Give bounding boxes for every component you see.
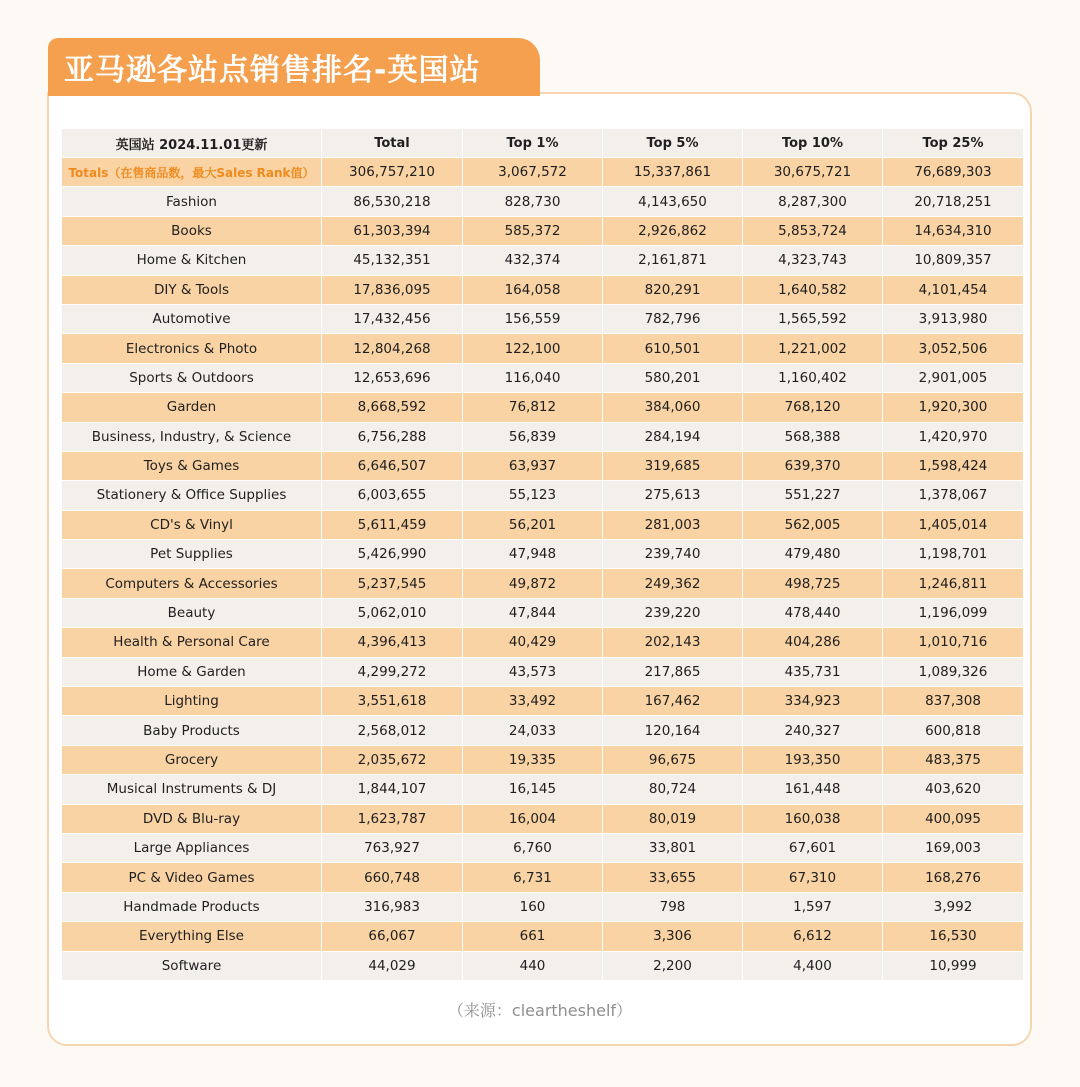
top-10-cell: 4,400	[743, 952, 883, 980]
top-25-cell: 1,920,300	[918, 399, 988, 416]
top-5-cell: 275,613	[603, 481, 743, 509]
top-1-cell: 585,372	[463, 217, 603, 245]
top-5-cell: 33,801	[603, 834, 743, 862]
table-row	[62, 393, 1023, 421]
top-1-cell: 661	[463, 922, 603, 950]
total-cell: 17,432,456	[322, 305, 463, 333]
category-cell: Home & Garden	[62, 658, 322, 686]
category-cell: Home & Kitchen	[62, 246, 322, 274]
header-top-1: Top 1%	[463, 129, 603, 157]
top-25-cell: 10,809,357	[914, 252, 992, 269]
top-5-cell: 3,306	[603, 922, 743, 950]
table-row	[62, 334, 1023, 362]
table-row	[62, 687, 1023, 715]
source-note: （来源：cleartheshelf）	[447, 1001, 633, 1020]
top-1-cell: 440	[463, 952, 603, 980]
table-row	[62, 511, 1023, 539]
category-cell: Business, Industry, & Science	[62, 423, 322, 451]
top-10-cell: 67,310	[743, 863, 883, 891]
total-cell: 2,035,672	[322, 746, 463, 774]
table-row	[62, 569, 1023, 597]
total-cell: 12,653,696	[322, 364, 463, 392]
total-cell: 306,757,210	[322, 158, 463, 186]
total-cell: 8,668,592	[322, 393, 463, 421]
total-cell: 12,804,268	[322, 334, 463, 362]
top-25-cell: 10,999	[929, 957, 977, 974]
top-25-cell: 168,276	[925, 869, 981, 886]
top-1-cell: 16,004	[463, 805, 603, 833]
top-5-cell: 33,655	[603, 863, 743, 891]
top-5-cell: 2,200	[603, 952, 743, 980]
top-5-cell: 820,291	[603, 276, 743, 304]
top-1-cell: 116,040	[463, 364, 603, 392]
header-site-date: 英国站 2024.11.01更新	[62, 129, 322, 157]
top-10-cell: 6,612	[743, 922, 883, 950]
top-10-cell: 4,323,743	[743, 246, 883, 274]
table-row	[62, 775, 1023, 803]
page-title: 亚马逊各站点销售排名-英国站	[64, 53, 481, 88]
top-5-cell: 319,685	[603, 452, 743, 480]
table-body	[62, 158, 1023, 980]
top-5-cell: 80,019	[603, 805, 743, 833]
top-25-cell: 1,198,701	[918, 546, 988, 563]
top-5-cell: 202,143	[603, 628, 743, 656]
top-25-cell: 76,689,303	[914, 164, 992, 181]
top-25-cell: 1,010,716	[918, 634, 988, 651]
top-10-cell: 1,565,592	[743, 305, 883, 333]
top-10-cell: 160,038	[743, 805, 883, 833]
category-cell: Grocery	[62, 746, 322, 774]
top-5-cell: 80,724	[603, 775, 743, 803]
top-10-cell: 30,675,721	[743, 158, 883, 186]
category-cell: Pet Supplies	[62, 540, 322, 568]
table-row	[62, 746, 1023, 774]
top-1-cell: 33,492	[463, 687, 603, 715]
top-1-cell: 6,731	[463, 863, 603, 891]
category-cell: CD's & Vinyl	[62, 511, 322, 539]
table-row	[62, 481, 1023, 509]
total-cell: 6,756,288	[322, 423, 463, 451]
total-cell: 44,029	[322, 952, 463, 980]
top-1-cell: 55,123	[463, 481, 603, 509]
top-25-cell: 1,378,067	[918, 487, 988, 504]
top-1-cell: 164,058	[463, 276, 603, 304]
table-row	[62, 187, 1023, 215]
top-25-cell: 20,718,251	[914, 193, 992, 210]
category-cell: Toys & Games	[62, 452, 322, 480]
top-10-cell: 5,853,724	[743, 217, 883, 245]
top-5-cell: 384,060	[603, 393, 743, 421]
top-10-cell: 8,287,300	[743, 187, 883, 215]
category-cell: Automotive	[62, 305, 322, 333]
table-row	[62, 834, 1023, 862]
top-5-cell: 2,926,862	[603, 217, 743, 245]
category-cell: Everything Else	[62, 922, 322, 950]
category-cell: DIY & Tools	[62, 276, 322, 304]
total-cell: 763,927	[322, 834, 463, 862]
top-1-cell: 16,145	[463, 775, 603, 803]
top-1-cell: 43,573	[463, 658, 603, 686]
category-cell: Beauty	[62, 599, 322, 627]
total-cell: 2,568,012	[322, 716, 463, 744]
table-row	[62, 658, 1023, 686]
top-5-cell: 281,003	[603, 511, 743, 539]
table-row	[62, 217, 1023, 245]
top-1-cell: 160	[463, 893, 603, 921]
top-10-cell: 551,227	[743, 481, 883, 509]
table-row	[62, 364, 1023, 392]
top-1-cell: 76,812	[463, 393, 603, 421]
table-row	[62, 628, 1023, 656]
top-1-cell: 47,844	[463, 599, 603, 627]
top-1-cell: 40,429	[463, 628, 603, 656]
total-cell: 1,623,787	[322, 805, 463, 833]
table-row	[62, 452, 1023, 480]
top-10-cell: 639,370	[743, 452, 883, 480]
total-cell: 5,237,545	[322, 569, 463, 597]
top-1-cell: 432,374	[463, 246, 603, 274]
category-cell: Fashion	[62, 187, 322, 215]
top-1-cell: 63,937	[463, 452, 603, 480]
top-25-cell: 403,620	[925, 781, 981, 798]
total-cell: 660,748	[322, 863, 463, 891]
top-10-cell: 193,350	[743, 746, 883, 774]
top-10-cell: 498,725	[743, 569, 883, 597]
top-25-cell: 2,901,005	[918, 369, 988, 386]
category-cell: Health & Personal Care	[62, 628, 322, 656]
top-10-cell: 768,120	[743, 393, 883, 421]
category-cell: PC & Video Games	[62, 863, 322, 891]
top-25-cell: 483,375	[925, 752, 981, 768]
category-cell: Lighting	[62, 687, 322, 715]
total-cell: 17,836,095	[322, 276, 463, 304]
category-cell: DVD & Blu-ray	[62, 805, 322, 833]
top-5-cell: 4,143,650	[603, 187, 743, 215]
table-row	[62, 305, 1023, 333]
top-25-cell: 14,634,310	[914, 222, 992, 239]
table-row	[62, 952, 1023, 980]
top-1-cell: 122,100	[463, 334, 603, 362]
top-1-cell: 56,839	[463, 423, 603, 451]
category-cell: Stationery & Office Supplies	[62, 481, 322, 509]
total-cell: 3,551,618	[322, 687, 463, 715]
top-25-cell: 600,818	[925, 722, 981, 739]
total-cell: 5,062,010	[322, 599, 463, 627]
total-cell: 5,426,990	[322, 540, 463, 568]
top-5-cell: 2,161,871	[603, 246, 743, 274]
total-cell: 66,067	[322, 922, 463, 950]
top-25-cell: 1,246,811	[918, 575, 988, 592]
total-cell: 86,530,218	[322, 187, 463, 215]
total-cell: 61,303,394	[322, 217, 463, 245]
top-25-cell: 837,308	[925, 693, 981, 710]
top-10-cell: 1,640,582	[743, 276, 883, 304]
top-25-cell: 1,420,970	[918, 428, 988, 445]
top-10-cell: 67,601	[743, 834, 883, 862]
top-10-cell: 334,923	[743, 687, 883, 715]
table-row	[62, 716, 1023, 744]
top-5-cell: 610,501	[603, 334, 743, 362]
table-row	[62, 599, 1023, 627]
total-cell: 1,844,107	[322, 775, 463, 803]
top-1-cell: 3,067,572	[463, 158, 603, 186]
top-25-cell: 1,405,014	[918, 516, 988, 533]
total-cell: 5,611,459	[322, 511, 463, 539]
sales-rank-table	[62, 128, 1023, 981]
top-1-cell: 47,948	[463, 540, 603, 568]
top-1-cell: 6,760	[463, 834, 603, 862]
table-row	[62, 246, 1023, 274]
top-5-cell: 217,865	[603, 658, 743, 686]
top-10-cell: 435,731	[743, 658, 883, 686]
category-cell: Garden	[62, 393, 322, 421]
total-cell: 4,396,413	[322, 628, 463, 656]
top-1-cell: 156,559	[463, 305, 603, 333]
top-1-cell: 24,033	[463, 716, 603, 744]
top-10-cell: 1,221,002	[743, 334, 883, 362]
table-row	[62, 276, 1023, 304]
top-10-cell: 478,440	[743, 599, 883, 627]
category-cell: Musical Instruments & DJ	[62, 775, 322, 803]
table-header-row	[62, 129, 1023, 157]
top-5-cell: 120,164	[603, 716, 743, 744]
top-5-cell: 284,194	[603, 423, 743, 451]
top-25-cell: 400,095	[925, 810, 981, 827]
top-25-cell: 169,003	[925, 840, 981, 857]
title-banner	[48, 38, 540, 96]
category-cell: Totals（在售商品数，最大Sales Rank值）	[62, 158, 322, 186]
table-row	[62, 423, 1023, 451]
table-row	[62, 805, 1023, 833]
table-row	[62, 863, 1023, 891]
top-5-cell: 167,462	[603, 687, 743, 715]
top-5-cell: 798	[603, 893, 743, 921]
top-5-cell: 15,337,861	[603, 158, 743, 186]
category-cell: Books	[62, 217, 322, 245]
top-10-cell: 1,160,402	[743, 364, 883, 392]
header-top-25: Top 25%	[922, 135, 984, 151]
table-row	[62, 893, 1023, 921]
top-1-cell: 828,730	[463, 187, 603, 215]
category-cell: Large Appliances	[62, 834, 322, 862]
top-1-cell: 19,335	[463, 746, 603, 774]
top-10-cell: 479,480	[743, 540, 883, 568]
top-5-cell: 96,675	[603, 746, 743, 774]
top-5-cell: 239,740	[603, 540, 743, 568]
header-top-5: Top 5%	[603, 129, 743, 157]
top-25-cell: 1,089,326	[918, 663, 988, 680]
total-cell: 6,003,655	[322, 481, 463, 509]
top-25-cell: 4,101,454	[918, 281, 988, 298]
top-10-cell: 1,597	[743, 893, 883, 921]
top-1-cell: 49,872	[463, 569, 603, 597]
header-total: Total	[322, 129, 463, 157]
top-1-cell: 56,201	[463, 511, 603, 539]
top-25-cell: 1,598,424	[918, 458, 988, 475]
total-cell: 316,983	[322, 893, 463, 921]
top-5-cell: 249,362	[603, 569, 743, 597]
top-25-cell: 16,530	[929, 928, 977, 945]
top-25-cell: 1,196,099	[918, 605, 988, 622]
top-25-cell: 3,913,980	[918, 311, 988, 328]
top-10-cell: 404,286	[743, 628, 883, 656]
top-10-cell: 161,448	[743, 775, 883, 803]
top-5-cell: 580,201	[603, 364, 743, 392]
category-cell: Baby Products	[62, 716, 322, 744]
category-cell: Handmade Products	[62, 893, 322, 921]
category-cell: Computers & Accessories	[62, 569, 322, 597]
top-25-cell: 3,992	[933, 898, 973, 915]
top-25-cell: 3,052,506	[918, 340, 988, 357]
total-cell: 6,646,507	[322, 452, 463, 480]
total-cell: 4,299,272	[322, 658, 463, 686]
table-row	[62, 922, 1023, 950]
top-5-cell: 782,796	[603, 305, 743, 333]
totals-row	[62, 158, 1023, 186]
total-cell: 45,132,351	[322, 246, 463, 274]
category-cell: Sports & Outdoors	[62, 364, 322, 392]
category-cell: Electronics & Photo	[62, 334, 322, 362]
top-10-cell: 240,327	[743, 716, 883, 744]
top-10-cell: 568,388	[743, 423, 883, 451]
category-cell: Software	[62, 952, 322, 980]
table-row	[62, 540, 1023, 568]
header-top-10: Top 10%	[743, 129, 883, 157]
top-5-cell: 239,220	[603, 599, 743, 627]
top-10-cell: 562,005	[743, 511, 883, 539]
